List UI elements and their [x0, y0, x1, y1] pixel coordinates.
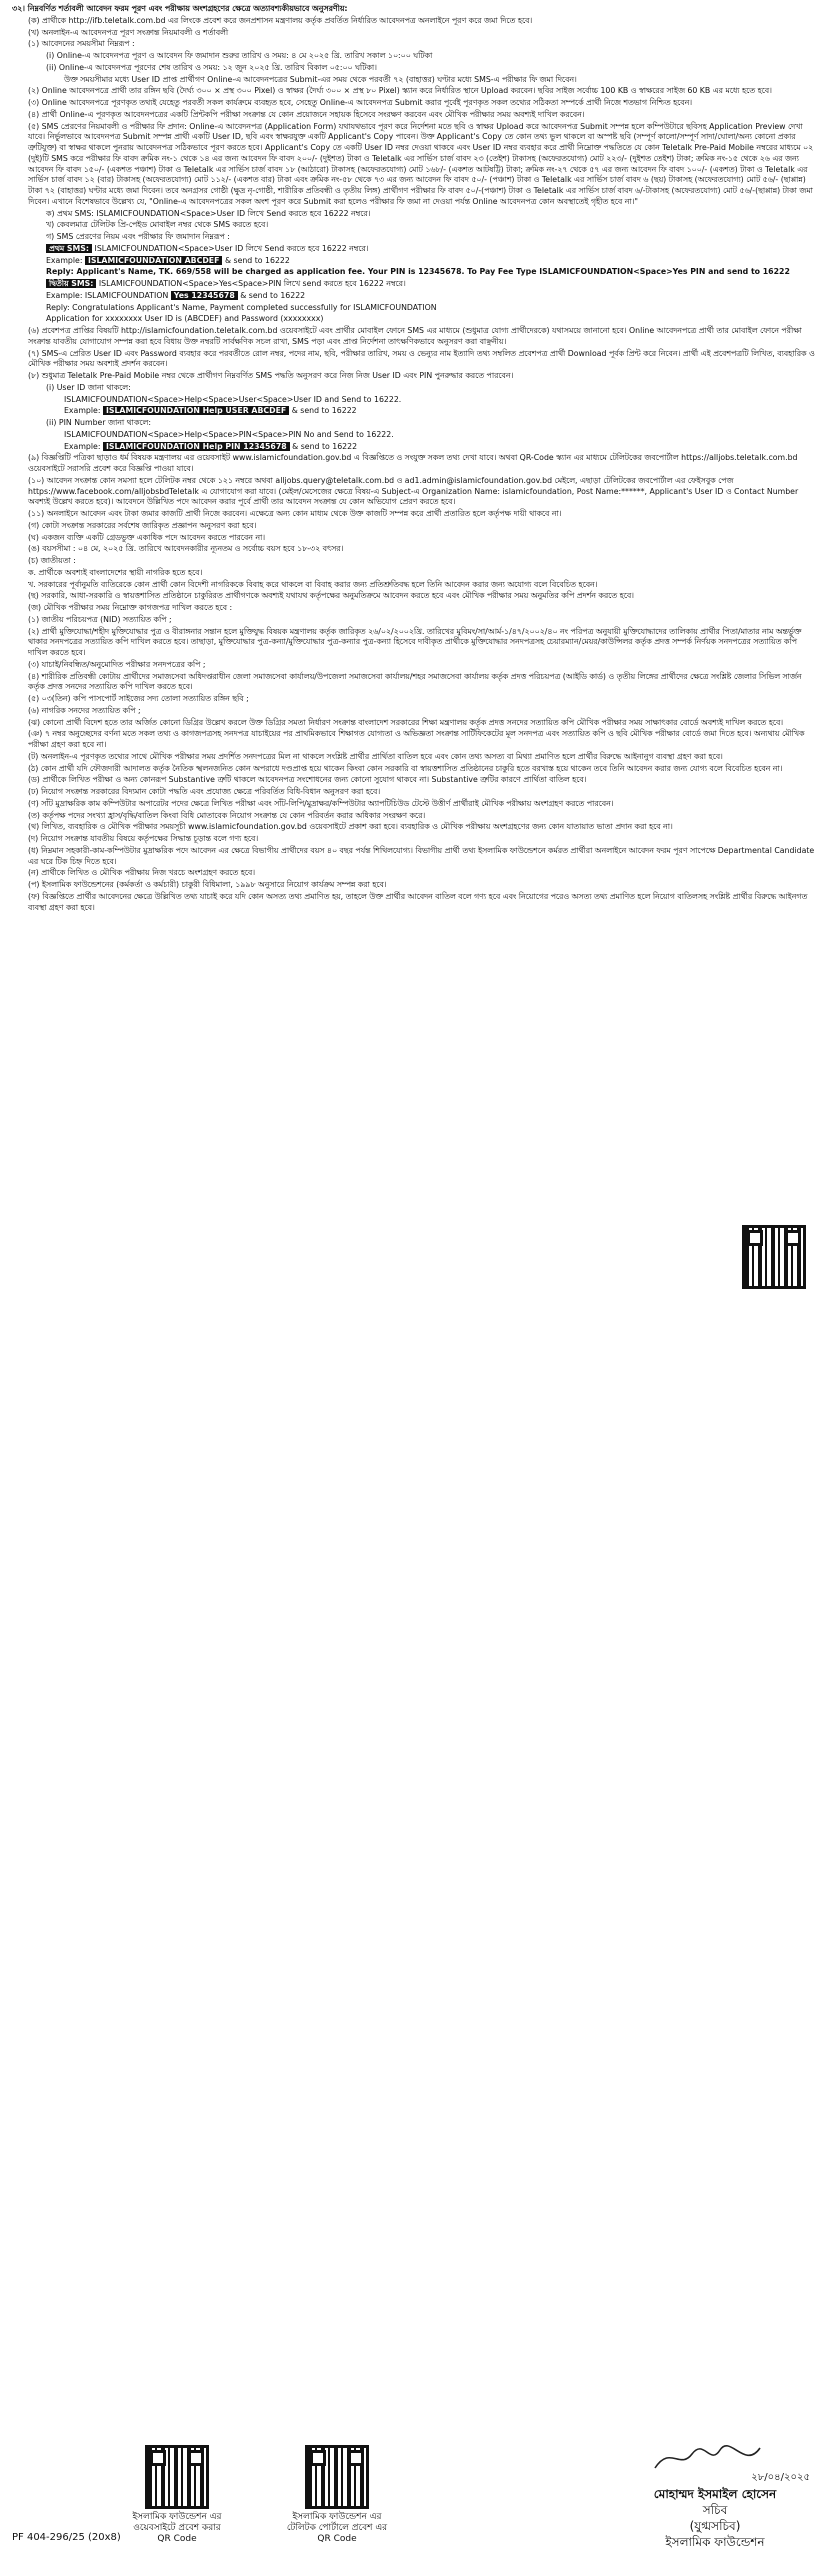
- item-k: (ক) প্রার্থীকে http://ifb.teletalk.com.bd এর লিংকে প্রবেশ করে জনপ্রশাসন মন্ত্রণালয় কর্তৃক প্রবর্তিত নির্ধারিত আবেদনপত্র অনলাইনে পূরণ করে জমা দিতে হবে।: [28, 15, 533, 25]
- item-3: (৩) Online আবেদনপত্রে পূরণকৃত তথ্যই যেহেতু পরবর্তী সকল কার্যক্রমে ব্যবহৃত হবে, সেহেতু Online-এ আবেদনপত্র Submit করার পূর্বেই পূরণকৃত সকল তথ্যের সঠিকতা সম্পর্কে প্রার্থী নিজে শতভাগ নিশ্চিত হবেন।: [28, 98, 693, 107]
- condition-item: (১০) আবেদন সংক্রান্ত কোন সমস্যা হলে টেলিটক নম্বর থেকে ১২১ নম্বরে অথবা alljobs.query@teletalk.com.bd ও ad1.admin@islamicfoundation.gov.bd মেইলে, এছাড়া টেলিটকের জবপোর্টাল এর ফেইসবুক পেজ https://www.facebook.com/alljobsbdTeletalk এ যোগাযোগ করা যাবে। (মেইল/মেসেজের ক্ষেত্রে বিষয়-এ Subject-এ Organization Name: islamicfoundation, Post Name:******, Applicant's User ID ও Contact Number অবশ্যই উল্লেখ করতে হবে)। আবেদনে উল্লিখিত পদে আবেদন করার পূর্বে প্রার্থী তার আবেদন সংক্রান্ত যে কোন অভিযোগ প্রেরণ করতে হবে।: [28, 475, 799, 507]
- recovery-pin-example: Example: ISLAMICFOUNDATION Help PIN 12345678 & send to 16222: [64, 441, 358, 451]
- item-ii: (ii) Online-এ আবেদনপত্র পূরণের শেষ তারিখ ও সময়: ১২ জুন ২০২৫ খ্রি. তারিখ বিকাল ০৫:০০ ঘটিকা।: [46, 62, 377, 72]
- signature-date: ২৮/০৪/২০২৫: [751, 2472, 810, 2483]
- condition-item: (জ) মৌখিক পরীক্ষার সময় নিম্নোক্ত কাগজপত্র দাখিল করতে হবে :: [28, 603, 233, 612]
- condition-item: (ফ) বিজ্ঞপ্তিতে প্রার্থীর আবেদনের ক্ষেত্রে উল্লিখিত তথ্য যাচাই করে যদি কোন অসত্য তথ্য প্রমাণিত হয়, তাহলে উক্ত প্রার্থীর আবেদন বাতিল বলে গণ্য হবে এবং নিয়োগের পরেও অসত্য তথ্য প্রমাণিত হলে নিয়োগ বাতিলসহ সংশ্লিষ্ট প্রার্থীর বিরুদ্ধে আইনগত ব্যবস্থা গ্রহণ করা হবে।: [28, 891, 808, 912]
- item-i: (i) Online-এ আবেদনপত্র পূরণ ও আবেদন ফি জমাদান শুরুর তারিখ ও সময়: ৪ মে ২০২৫ খ্রি. তারিখ সকাল ১০:০০ ঘটিকা: [46, 51, 433, 60]
- condition-item: (৪) শারীরিক প্রতিবন্ধী কোটায় প্রার্থীদের সমাজসেবা অধিদপ্তরাধীন জেলা সমাজসেবা কার্যালয়/উপজেলা সমাজসেবা কার্যালয়/শহর সমাজসেবা কার্যালয় কর্তৃক প্রদত্ত পরিচয়পত্র (আইডি কার্ড) ও তৃতীয় লিঙ্গের প্রার্থীদের ক্ষেত্রে সংশ্লিষ্ট জেলার সিভিল সার্জন কর্তৃক প্রদত্ত সনদের সত্যায়িত কপি দাখিল করতে হবে।: [28, 671, 802, 692]
- condition-item: (ঞ) ৭ নম্বর অনুচ্ছেদের বর্ণনা মতে সকল তথ্য ও কাগজপত্রসহ সনদপত্র যাচাইয়ের পর প্রাথমিকভাবে শিক্ষাগত যোগ্যতা ও অভিজ্ঞতা সংক্রান্ত সার্টিফিকেটের মূল সনদপত্র এবং সত্যায়িত কপি ও ছবি মৌখিক পরীক্ষার বোর্ডে জমা দিতে হবে। অন্যথায় মৌখিক পরীক্ষা গ্রহণ করা হবে না।: [28, 729, 805, 749]
- condition-item: (৩) যাচাই/নিবন্ধিত/অনুমোদিত পরীক্ষার সনদপত্রের কপি ;: [28, 659, 206, 669]
- recovery-user-id-cmd: ISLAMICFOUNDATION<Space>Help<Space>User<Space>User ID and Send to 16222.: [64, 394, 402, 404]
- qr-caption-website: ইসলামিক ফাউন্ডেশন এর ওয়েবসাইটে প্রবেশ করার QR Code: [132, 2512, 222, 2544]
- sms-second-text: ISLAMICFOUNDATION<Space>Yes<Space>PIN লিখে send করতে হবে 16222 নম্বরে।: [98, 279, 406, 288]
- item-5: (৫) SMS প্রেরণের নিয়মাবলী ও পরীক্ষার ফি প্রদান: Online-এ আবেদনপত্র (Application Form) যথাযথভাবে পূরণ করে নির্দেশনা মতে ছবি ও স্বাক্ষর Upload করে আবেদনপত্র Submit সম্পন্ন হলে কম্পিউটারে ছবিসহ Application Preview দেখা যাবে। নির্ভুলভাবে আবেদনপত্র Submit সম্পন্ন প্রার্থী একটি User ID, ছবি এবং স্বাক্ষরযুক্ত একটি Applicant's Copy পাবেন। উক্ত Applicant's Copy তে কোন তথ্য ভুল থাকলে বা অস্পষ্ট ছবি (সম্পূর্ণ কালো/সম্পূর্ণ সাদা/ঘোলা/অন্য কোনো প্রকার ত্রুটিযুক্ত) বা স্বাক্ষর থাকলে পুনরায় আবেদনপত্র সঠিকভাবে পূরণ করতে হবে। Applicant's Copy তে একটি User ID নম্বর দেওয়া থাকবে এবং User ID নম্বর ব্যবহার করে প্রার্থী নিম্নোক্ত পদ্ধতিতে যে কোন Teletalk Pre-Paid Mobile নম্বরের মাধ্যমে ০২ (দুই)টি SMS করে পরীক্ষার ফি বাবদ ক্রমিক নং-১ থেকে ১৪ এর জন্য আবেদন ফি বাবদ ২০০/- (দুইশত) টাকা ও Teletalk এর সার্ভিস চার্জ বাবদ ২৩ (তেইশ) টাকাসহ (অফেরতযোগ্য) মোট ২২৩/- (দুইশত তেইশ) টাকা; ক্রমিক নং-১৫ থেকে ২৬ এর জন্য আবেদন ফি বাবদ ১৫০/- (একশত পঞ্চাশ) টাকা ও Teletalk এর সার্ভিস চার্জ বাবদ ১৮ (আঠারো) টাকাসহ (অফেরতযোগ্য) মোট ১৬৮/- (একশত আটষট্টি) টাকা; ক্রমিক নং-২৭ থেকে ৫৭ এর জন্য আবেদন ফি বাবদ ১০০/- (একশত) টাকা ও Teletalk এর সার্ভিস চার্জ বাবদ ১২ (বার) টাকাসহ (অফেরতযোগ্য) মোট ১১২/- (একশত বার) টাকা এবং ক্রমিক নং-৫৮ থেকে ৭৩ এর জন্য আবেদন ফি বাবদ ৫০/- (পঞ্চাশ) টাকা ও Teletalk এর সার্ভিস চার্জ বাবদ ৬ (ছয়) টাকাসহ (অফেরতযোগ্য) মোট ৫৬/- (ছাপ্পান্ন) টাকা ৭২ (বাহাত্তর) ঘণ্টার মধ্যে জমা দিবেন। তবে অনগ্রসর গোষ্ঠী (ক্ষুদ্র নৃ-গোষ্ঠী, শারীরিক প্রতিবন্ধী ও তৃতীয় লিঙ্গ) প্রার্থীগণ পরীক্ষার ফি বাবদ ৫০/-(পঞ্চাশ) টাকা ও Teletalk এর সার্ভিস চার্জ বাবদ ৬/-টাকাসহ (অফেরতযোগ্য) মোট ৫৬/-(ছাপ্পান্ন) টাকা জমা দিবেন। এখানে বিশেষভাবে উল্লেখ্য যে, "Online-এ আবেদনপত্রের সকল অংশ পূরণ করে Submit করা হলেও পরীক্ষার ফি জমা না দেওয়া পর্যন্ত Online আবেদনপত্র কোন অবস্থাতেই গৃহীত হবে না।": [28, 121, 814, 206]
- section-6: (৬) প্রবেশপত্র প্রাপ্তির বিষয়টি http://islamicfoundation.teletalk.com.bd ওয়েবসাইটে এবং প্রার্থীর মোবাইল ফোনে SMS এর মাধ্যমে (শুধুমাত্র যোগ্য প্রার্থীদেরকে) যথাসময়ে জানানো হবে। Online আবেদনপত্রে প্রার্থী তার মোবাইল ফোনে পরীক্ষা সংক্রান্ত যাবতীয় যোগাযোগ সম্পন্ন করা হবে বিধায় উক্ত নম্বরটি সার্বক্ষণিক সচল রাখা, SMS পড়া এবং প্রাপ্ত নির্দেশনা তাৎক্ষণিকভাবে অনুসরণ করা বাঞ্ছনীয়।: [28, 326, 802, 346]
- condition-item: (চ) জাতীয়তা :: [28, 556, 76, 565]
- condition-item: খ. সরকারের পূর্বানুমতি ব্যতিরেকে কোন প্রার্থী কোন বিদেশী নাগরিককে বিবাহ করে থাকলে বা বিবাহ করার জন্য প্রতিশ্রুতিবদ্ধ হলে তিনি আবেদন করার জন্য অযোগ্য বলে বিবেচিত হবেন।: [28, 579, 598, 589]
- sms-second-reply2: Application for xxxxxxxx User ID is (ABCDEF) and Password (xxxxxxxx): [46, 314, 324, 324]
- condition-item: (থ) লিখিত, ব্যবহারিক ও মৌখিক পরীক্ষার সময়সূচী www.islamicfoundation.gov.bd ওয়েবসাইটে প্রকাশ করা হবে। ব্যবহারিক ও মৌখিক পরীক্ষায় অংশগ্রহণের জন্য কোন যাতায়াত ভাতা প্রদান করা হবে না।: [28, 822, 673, 832]
- qr-caption-portal: ইসলামিক ফাউন্ডেশন এর টেলিটক পোর্টালে প্রবেশ এর QR Code: [286, 2512, 388, 2544]
- condition-item: (ধ) নিম্নমান সহকারী-কাম-কম্পিউটার মুদ্রাক্ষরিক পদে আবেদন এর ক্ষেত্রে বিভাগীয় প্রার্থীদের বয়স ৪০ বছর পর্যন্ত শিথিলযোগ্য। বিভাগীয় প্রার্থী তথ্য ইসলামিক ফাউন্ডেশনে কর্মরত প্রার্থীরা অনলাইনে আবেদন ফরম পূরণ সাপেক্ষে Departmental Candidate এর ঘরে টিক চিহ্ন দিতে হবে।: [28, 845, 815, 866]
- condition-item: (ঘ) একজন ব্যক্তি একটি গ্রেডভুক্ত একাধিক পদে আবেদন করতে পারবেন না।: [28, 532, 266, 542]
- signature-title: সচিব: [702, 2503, 728, 2517]
- condition-item: (৬) নাগরিক সনদের সত্যায়িত কপি ;: [28, 705, 141, 715]
- sms-second-label: দ্বিতীয় SMS:: [46, 279, 96, 288]
- item-gh-b: খ) কেবলমাত্র টেলিটক প্রি-পেইড মোবাইল নম্বর থেকে SMS করতে হবে।: [46, 220, 269, 230]
- footer-code: PF 404-296/25 (20x8): [12, 2532, 121, 2543]
- condition-item: ক. প্রার্থীকে অবশ্যই বাংলাদেশের স্থায়ী নাগরিক হতে হবে।: [28, 567, 203, 577]
- signature-org: ইসলামিক ফাউন্ডেশন: [665, 2535, 765, 2549]
- sms-first: [12, 244, 818, 255]
- sms-first-example-code: ISLAMICFOUNDATION ABCDEF: [85, 256, 223, 265]
- remaining-conditions: [12, 453, 818, 913]
- recovery-user-id-example-code: ISLAMICFOUNDATION Help USER ABCDEF: [103, 406, 289, 415]
- item-4: (৪) প্রার্থী Online-এ পূরণকৃত আবেদনপত্রের একটি প্রিন্টকপি পরীক্ষা সংক্রান্ত যে কোন প্রয়োজনে সহায়ক হিসেবে সংরক্ষণ করবেন এবং মৌখিক পরীক্ষার সময় অবশ্যই দাখিল করবেন।: [28, 109, 585, 119]
- condition-item: (ঙ) বয়সসীমা : ০৪ মে, ২০২৫ খ্রি. তারিখে আবেদনকারীর ন্যূনতম ও সর্বোচ্চ বয়স হবে ১৮-৩২ বৎসর।: [28, 544, 344, 554]
- condition-item: (ণ) সাঁট মুদ্রাক্ষরিক কাম কম্পিউটার অপারেটর পদের ক্ষেত্রে লিখিত পরীক্ষা এবং সাঁট-লিপি/মুদ্রাক্ষর/কম্পিউটার অ্যাপটিচিউড টেস্টে উত্তীর্ণ প্রার্থীরাই মৌখিক পরীক্ষায় অংশগ্রহণ করতে পারবেন।: [28, 798, 614, 808]
- condition-item: (৫) ০৩(তিন) কপি পাসপোর্ট সাইজের সদ্য তোলা সত্যায়িত রঙ্গিন ছবি ;: [28, 694, 249, 703]
- condition-item: (১) জাতীয় পরিচয়পত্র (NID) সত্যায়িত কপি ;: [28, 614, 172, 624]
- condition-item: (১১) অনলাইনে আবেদন এবং টাকা জমার কাজটি প্রার্থী নিজে করবেন। এক্ষেত্রে অন্য কোন মাধ্যম থেকে উক্ত কাজটি সম্পন্ন করে প্রার্থী প্রতারিত হলে কর্তৃপক্ষ দায়ী থাকবে না।: [28, 509, 562, 518]
- item-gh-c: গ) SMS প্রেরণের নিয়ম এবং পরীক্ষার ফি জমাদান নিম্নরূপ :: [46, 232, 230, 241]
- sms-first-label: প্রথম SMS:: [46, 244, 92, 253]
- item-gh-a: ক) প্রথম SMS: ISLAMICFOUNDATION<Space>User ID লিখে Send করতে হবে 16222 নম্বরে।: [46, 208, 371, 218]
- condition-item: (গ) কোটা সংক্রান্ত সরকারের সর্বশেষ জারিকৃত প্রজ্ঞাপন অনুসরণ করা হবে।: [28, 520, 257, 530]
- sms-first-text: ISLAMICFOUNDATION<Space>User ID লিখে Send করতে হবে 16222 নম্বরে।: [94, 243, 369, 253]
- condition-item: (ঠ) কোন প্রার্থী যদি ফৌজদারী আদালত কর্তৃক নৈতিক স্খলনজনিত কোন অপরাধে দণ্ডপ্রাপ্ত হয়ে থাকেন কিংবা কোন সরকারি বা স্বায়ত্তশাসিত প্রতিষ্ঠানের চাকুরি হতে বরখাস্ত হয়ে থাকেন তবে তিনি আবেদন করার জন্য যোগ্য বলে বিবেচিত হবেন না।: [28, 763, 783, 773]
- item-ii-note: উক্ত সময়সীমার মধ্যে User ID প্রাপ্ত প্রার্থীগণ Online-এ আবেদনপত্রের Submit-এর সময় থেকে পরবর্তী ৭২ (বাহাত্তর) ঘণ্টার মধ্যে SMS-এ পরীক্ষার ফি জমা দিবেন।: [64, 74, 577, 84]
- qr-code-website: [145, 2445, 209, 2509]
- sms-second: [12, 279, 818, 290]
- condition-item: (প) ইসলামিক ফাউন্ডেশনের (কর্মকর্তা ও কর্মচারী) চাকুরী বিধিমালা, ১৯৯৮ অনুসারে নিয়োগ কার্যক্রম সম্পন্ন করা হবে।: [28, 880, 387, 889]
- conditions-heading: ৩২। নিম্নবর্ণিত শর্তাবলী আবেদন ফরম পূরণ এবং পরীক্ষায় অংশগ্রহণের ক্ষেত্রে অত্যাবশ্যকীয়ভাবে অনুসরণীয়:: [12, 4, 348, 13]
- condition-item: (ট) অনলাইন-এ পূরণকৃত তথ্যের সাথে মৌখিক পরীক্ষার সময় প্রদর্শিত সনদপত্রের মিল না থাকলে সংশ্লিষ্ট প্রার্থীর প্রার্থিতা বাতিল হবে এবং কোন তথ্য অসত্য বা মিথ্যা প্রমাণিত হলে প্রার্থীর বিরুদ্ধে আইনানুগ ব্যবস্থা গ্রহণ করা হবে।: [28, 751, 723, 761]
- recovery-pin-example-code: ISLAMICFOUNDATION Help PIN 12345678: [103, 442, 290, 451]
- signature-name: মোহাম্মদ ইসমাইল হোসেন: [653, 2487, 777, 2501]
- sms-second-reply: Reply: Congratulations Applicant's Name, Payment completed successfully for ISLAMICFOUNDATION: [46, 302, 437, 312]
- sms-first-example: Example: ISLAMICFOUNDATION ABCDEF & send to 16222: [46, 255, 290, 265]
- sms-second-example: Example: ISLAMICFOUNDATION Yes 12345678 & send to 16222: [46, 290, 306, 300]
- item-1: (১) আবেদনের সময়সীমা নিম্নরূপ :: [28, 39, 135, 49]
- signature-block: [620, 2440, 810, 2550]
- condition-item: (ড) প্রার্থীকে লিখিত পরীক্ষা ও অন্য কোনরূপ Substantive ত্রুটি থাকলে আবেদনপত্র সংশোধনের জন্য কোনো সুযোগ থাকবে না। Substantive ত্রুটির কারণে প্রার্থিতা বাতিল হবে।: [28, 775, 587, 785]
- condition-item: (ঢ) নিয়োগ সংক্রান্ত সরকারের বিদ্যমান কোটা পদ্ধতি এবং প্রযোজ্য ক্ষেত্রে পরিবর্তিত বিধি-বিধান অনুসরণ করা হবে।: [28, 787, 381, 796]
- condition-item: (ত) কর্তৃপক্ষ পদের সংখ্যা হ্রাস/বৃদ্ধি/বাতিল কিংবা বিধি মোতাবেক নিয়োগ সংক্রান্ত যে কোন পরিবর্তন করার অধিকার সংরক্ষণ করে।: [28, 810, 426, 820]
- item-kh: (খ) অনলাইন-এ আবেদনপত্র পূরণ সংক্রান্ত নিয়মাবলী ও শর্তাবলী: [28, 27, 229, 37]
- condition-item: (ছ) সরকারি, আধা-সরকারি ও স্বায়ত্তশাসিত প্রতিষ্ঠানে চাকুরিরত প্রার্থীগণকে অবশ্যই যথাযথ কর্তৃপক্ষের অনুমতিক্রমে আবেদন করতে হবে এবং মৌখিক পরীক্ষার সময় অনুমতির কপি প্রদর্শন করতে হবে।: [28, 591, 634, 601]
- section-8: (৮) শুধুমাত্র Teletalk Pre-Paid Mobile নম্বর থেকে প্রার্থীগণ নিম্নবর্ণিত SMS পদ্ধতি অনুসরণ করে নিজ নিজ User ID এবং PIN পুনরুদ্ধার করতে পারবেন।: [28, 371, 514, 380]
- condition-item: (ঝ) কোনো প্রার্থী বিদেশ হতে তার অর্জিত কোনো ডিগ্রির উল্লেখ করলে উক্ত ডিগ্রির সমতা নির্ধারণ সংক্রান্ত বাংলাদেশ সরকারের শিক্ষা মন্ত্রণালয় কর্তৃক প্রদত্ত সনদের সত্যায়িত কপি মৌখিক পরীক্ষার সময় সাক্ষাৎকার বোর্ডে অবশ্যই দাখিল করতে হবে।: [28, 717, 784, 727]
- recovery-pin-cmd: ISLAMICFOUNDATION<Space>Help<Space>PIN<Space>PIN No and Send to 16222.: [64, 429, 394, 439]
- recovery-user-id-example: Example: ISLAMICFOUNDATION Help USER ABCDEF & send to 16222: [64, 406, 357, 416]
- condition-item: (ন) প্রার্থীকে লিখিত ও মৌখিক পরীক্ষায় নিজ খরচে অংশগ্রহণ করতে হবে।: [28, 868, 256, 878]
- qr-code-side: [742, 1225, 806, 1289]
- sms-second-example-code: Yes 12345678: [171, 291, 238, 300]
- condition-item: (২) প্রার্থী মুক্তিযোদ্ধা/শহীদ মুক্তিযোদ্ধার পুত্র ও বীরাঙ্গনার সন্তান হলে মুক্তিযুদ্ধ বিষয়ক মন্ত্রণালয় কর্তৃক জারিকৃত ২৬/০২/২০০২খ্রি. তারিখের মুবিমং/সা/আর্ম-১/৪৭/২০০২/৪০ নং পরিপত্র অনুযায়ী মুক্তিযোদ্ধাদের তালিকায় প্রার্থীর পিতা/মাতার নাম অন্তর্ভুক্ত থাকার সনদপত্রের সত্যায়িত কপি দাখিল করতে হবে। তাছাড়া, মুক্তিযোদ্ধার পুত্র-কন্যা/মুক্তিযোদ্ধার পুত্র-কন্যার পুত্র-কন্যা হিসেবে দাবীকৃত প্রার্থীকে মুক্তিযোদ্ধার সনদপত্রসহ চেয়ারম্যান/মেয়র/কাউন্সিলর কর্তৃক প্রদত্ত সম্পর্ক নির্ণয়ক সনদপত্রের সত্যায়িত কপি দাখিল করতে হবে।: [28, 626, 802, 657]
- recovery-pin-label: (ii) PIN Number জানা থাকলে:: [46, 418, 151, 427]
- condition-item: (৯) বিজ্ঞপ্তিটি পত্রিকা ছাড়াও ধর্ম বিষয়ক মন্ত্রণালয় এর ওয়েবসাইট www.islamicfoundation.gov.bd এ বিজ্ঞপ্তিতে ও সংযুক্ত সকল তথ্য দেখা যাবে। অথবা QR-Code স্ক্যান এর মাধ্যমে টেলিটকের জবপোর্টাল https://alljobs.teletalk.com.bd ওয়েবসাইটে সরাসরি প্রবেশ করে বিজ্ঞপ্তি পাওয়া যাবে।: [28, 453, 798, 473]
- condition-item: (দ) নিয়োগ সংক্রান্ত যাবতীয় বিষয়ে কর্তৃপক্ষের সিদ্ধান্ত চূড়ান্ত বলে গণ্য হবে।: [28, 834, 259, 843]
- recovery-user-id-label: (i) User ID জানা থাকলে:: [46, 382, 131, 392]
- signature-rank: (যুগ্মসচিব): [689, 2519, 741, 2533]
- qr-code-portal: [305, 2445, 369, 2509]
- item-2: (২) Online আবেদনপত্রে প্রার্থী তার রঙ্গিন ছবি (দৈর্ঘ্য ৩০০ × প্রস্থ ৩০০ Pixel) ও স্বাক্ষর (দৈর্ঘ্য ৩০০ × প্রস্থ ৮০ Pixel) স্ক্যান করে নির্ধারিত স্থানে Upload করবেন। ছবির সাইজ সর্বোচ্চ 100 KB ও স্বাক্ষরের সাইজ 60 KB এর মধ্যে হতে হবে।: [28, 86, 772, 96]
- section-7: (৭) SMS-এ প্রেরিত User ID এবং Password ব্যবহার করে পরবর্তীতে রোল নম্বর, পদের নাম, ছবি, পরীক্ষার তারিখ, সময় ও ভেন্যুর নাম ইত্যাদি তথ্য সম্বলিত প্রবেশপত্র প্রার্থী Download পূর্বক প্রিন্ট করে নিবেন। প্রার্থী এই প্রবেশপত্রটি লিখিত, ব্যবহারিক ও মৌখিক পরীক্ষার সময় অবশ্যই প্রদর্শন করবেন।: [28, 348, 815, 369]
- sms-first-reply: Reply: Applicant's Name, TK. 669/558 will be charged as application fee. Your PIN is 12345678. To Pay Fee Type ISLAMICFOUNDATION<Space>Yes PIN and send to 16222: [46, 267, 790, 277]
